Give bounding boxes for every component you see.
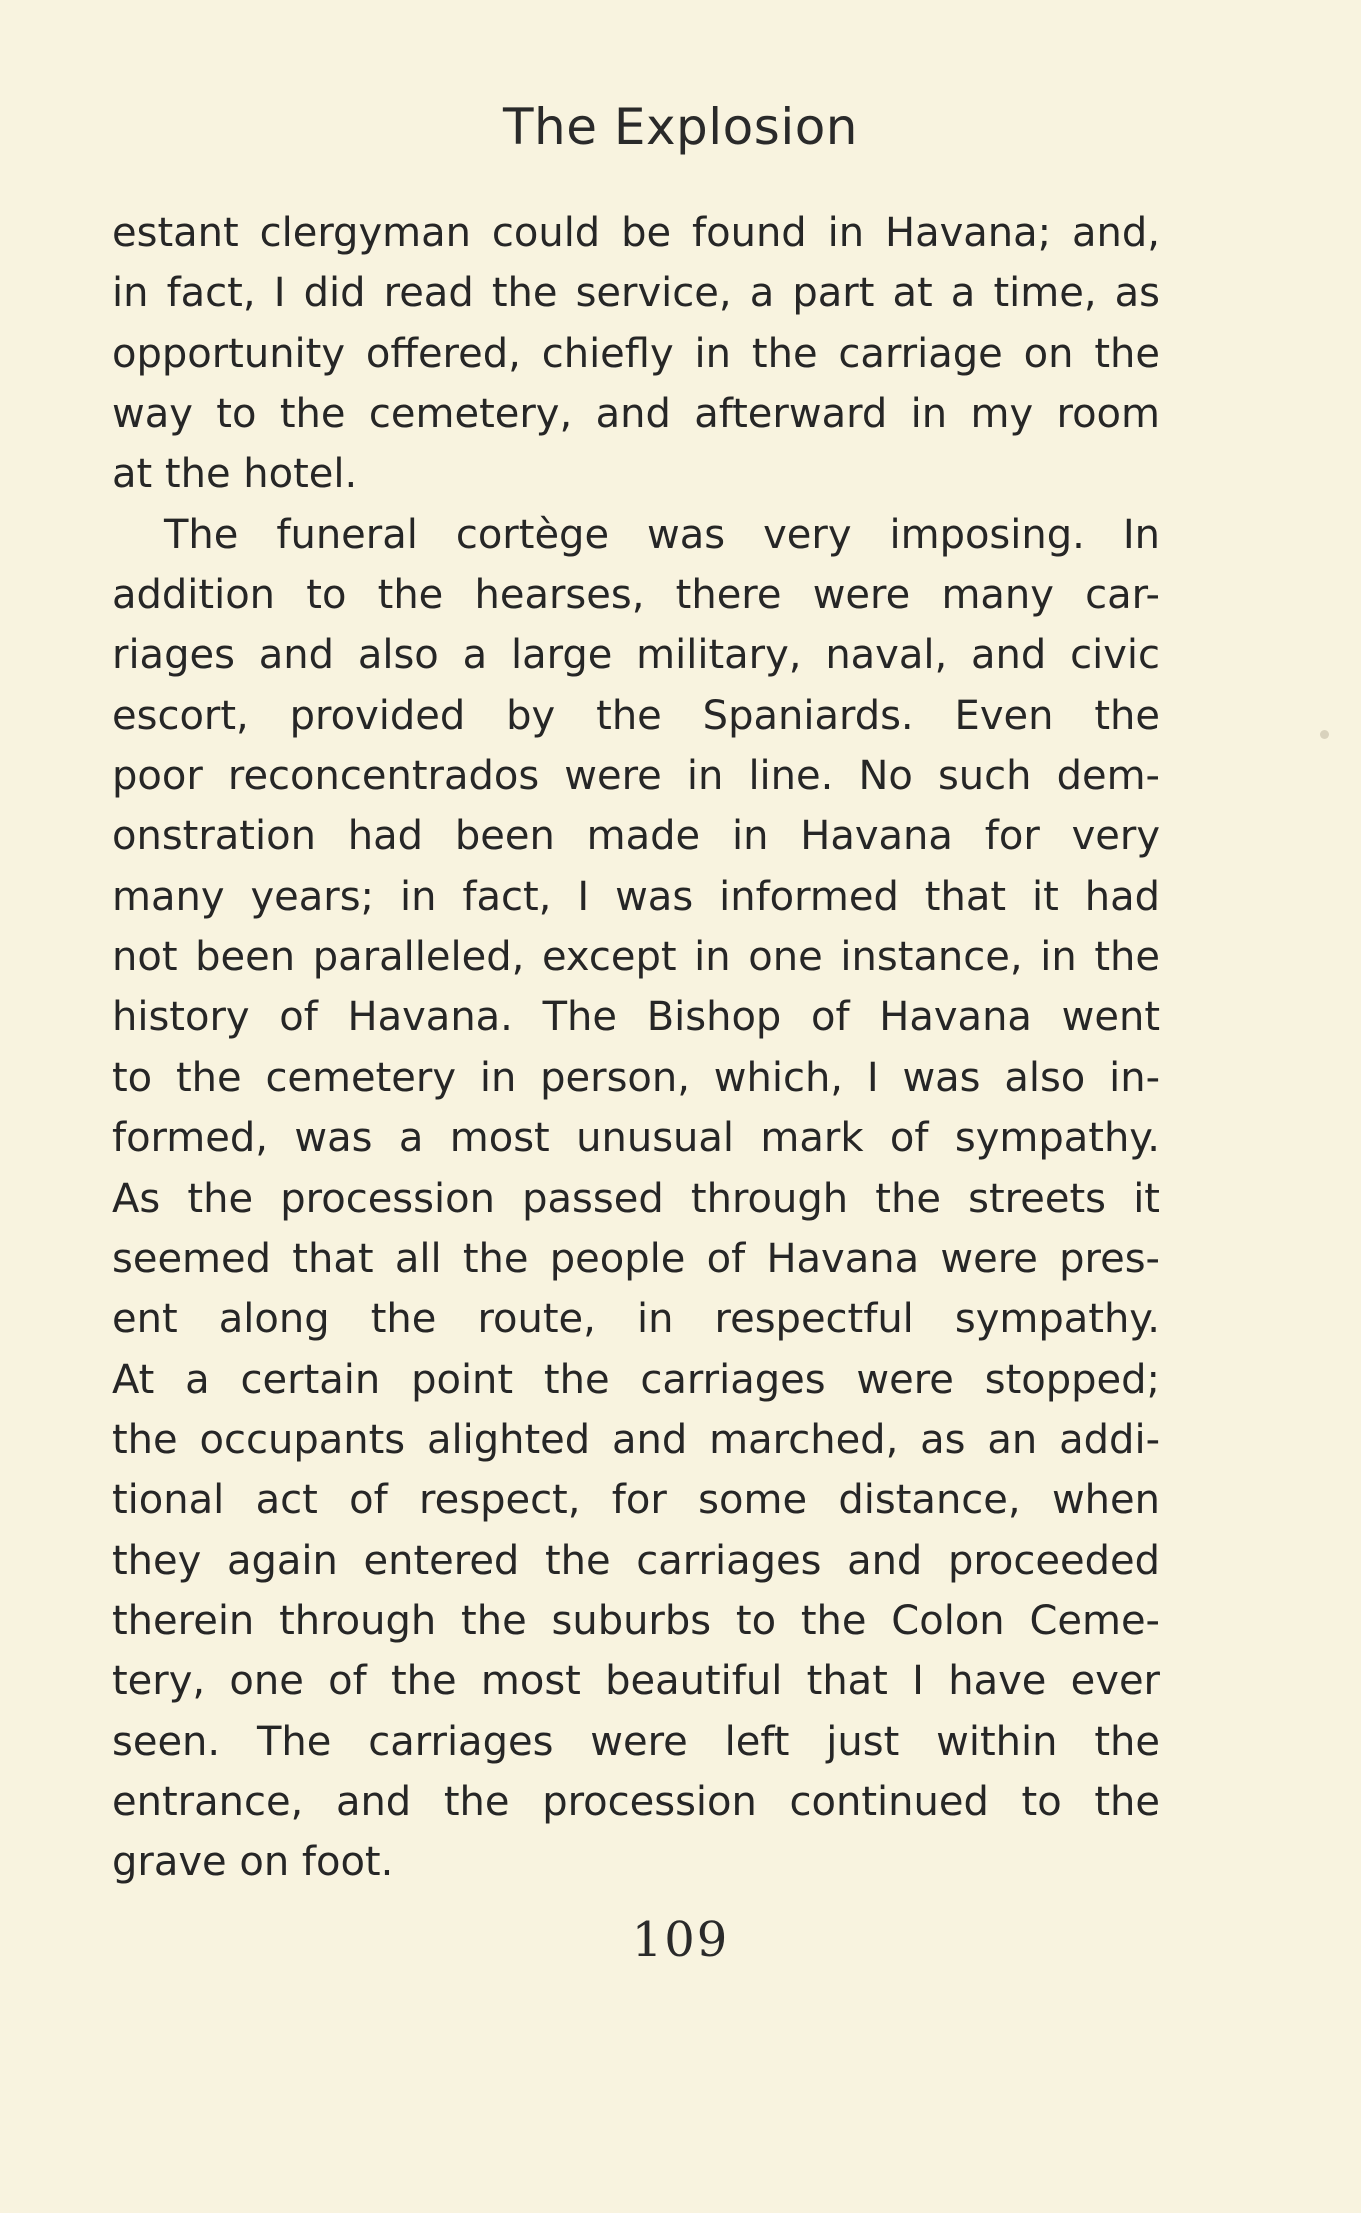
text-line: seen. The carriages were left just within the — [112, 1718, 1160, 1765]
text-line: they again entered the carriages and proceeded — [112, 1537, 1160, 1584]
text-line: many years; in fact, I was informed that it had — [112, 873, 1160, 920]
text-line: At a certain point the carriages were stopped; — [112, 1356, 1160, 1403]
text-line: way to the cemetery, and afterward in my room — [112, 391, 1160, 438]
text-line: tional act of respect, for some distance, when — [112, 1477, 1160, 1524]
text-line: history of Havana. The Bishop of Havana went — [112, 994, 1160, 1041]
text-line: opportunity offered, chiefly in the carriage on the — [112, 330, 1160, 377]
text-line: riages and also a large military, naval, and civic — [112, 632, 1160, 679]
text-line: The funeral cortège was very imposing. In — [164, 511, 1160, 558]
text-line: onstration had been made in Havana for very — [112, 813, 1160, 860]
text-line: not been paralleled, except in one instance, in the — [112, 934, 1160, 981]
text-line: estant clergyman could be found in Havana; and, — [112, 210, 1160, 256]
text-line: therein through the suburbs to the Colon Ceme- — [112, 1597, 1160, 1644]
paper-speck — [1320, 730, 1329, 739]
text-line: As the procession passed through the streets it — [112, 1175, 1160, 1222]
text-line: the occupants alighted and marched, as an addi- — [112, 1416, 1160, 1463]
body-text — [112, 203, 1160, 1893]
text-line: entrance, and the procession continued to the — [112, 1778, 1160, 1825]
text-line: tery, one of the most beautiful that I have ever — [112, 1658, 1160, 1705]
text-line: in fact, I did read the service, a part at a time, as — [112, 270, 1160, 317]
text-line: addition to the hearses, there were many car- — [112, 572, 1160, 619]
text-line: at the hotel. — [112, 451, 358, 498]
text-line: seemed that all the people of Havana were pres- — [112, 1235, 1160, 1282]
text-line: escort, provided by the Spaniards. Even the — [112, 692, 1160, 739]
text-line: formed, was a most unusual mark of sympathy. — [112, 1115, 1160, 1162]
text-line: grave on foot. — [112, 1839, 394, 1886]
text-line: ent along the route, in respectful sympathy. — [112, 1296, 1160, 1343]
running-head: The Explosion — [502, 98, 858, 156]
text-line: poor reconcentrados were in line. No such dem- — [112, 753, 1160, 800]
page-number: 109 — [631, 1912, 730, 1968]
text-line: to the cemetery in person, which, I was also in- — [112, 1054, 1160, 1101]
